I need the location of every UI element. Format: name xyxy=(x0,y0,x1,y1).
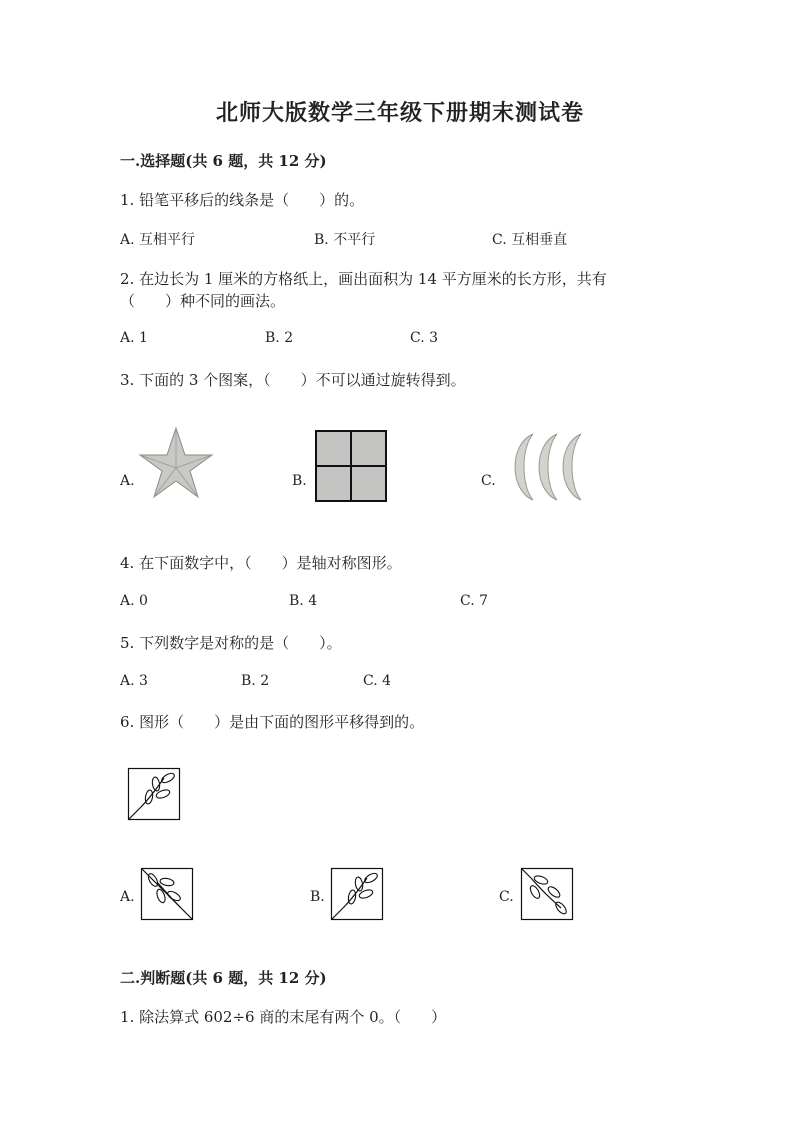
q6-option-a-figure xyxy=(141,868,193,920)
q2-option-a: A. 1 xyxy=(120,330,148,346)
q6-option-a: A. xyxy=(120,889,135,905)
question-3: 3. 下面的 3 个图案，（ ）不可以通过旋转得到。 xyxy=(120,371,466,389)
question-4: 4. 在下面数字中，（ ）是轴对称图形。 xyxy=(120,554,402,572)
crescent-moons-icon xyxy=(505,432,585,502)
q6-option-c: C. xyxy=(499,889,514,905)
q4-option-a: A. 0 xyxy=(120,593,148,609)
q2-option-b: B. 2 xyxy=(265,330,294,346)
question-5: 5. 下列数字是对称的是（ ）。 xyxy=(120,634,342,652)
question-2-line-1: 2. 在边长为 1 厘米的方格纸上，画出面积为 14 平方厘米的长方形，共有 xyxy=(120,270,607,288)
q1-option-c: C. 互相垂直 xyxy=(492,232,568,248)
q6-option-c-figure xyxy=(521,868,573,920)
q1-option-b: B. 不平行 xyxy=(314,232,376,248)
page-title: 北师大版数学三年级下册期末测试卷 xyxy=(215,100,584,126)
q4-option-c: C. 7 xyxy=(460,593,489,609)
q5-option-b: B. 2 xyxy=(241,673,270,689)
question-1: 1. 铅笔平移后的线条是（ ）的。 xyxy=(120,191,365,209)
q6-option-b: B. xyxy=(310,889,325,905)
q3-option-b: B. xyxy=(292,473,307,489)
question-2-line-2: （ ）种不同的画法。 xyxy=(120,292,286,310)
q3-option-c: C. xyxy=(481,473,496,489)
star-icon xyxy=(140,426,212,498)
four-squares-icon xyxy=(315,430,387,502)
q5-option-a: A. 3 xyxy=(120,673,148,689)
q5-option-c: C. 4 xyxy=(363,673,392,689)
section-2-heading: 二.判断题(共 6 题，共 12 分) xyxy=(120,969,327,987)
question-6: 6. 图形（ ）是由下面的图形平移得到的。 xyxy=(120,713,425,731)
q4-option-b: B. 4 xyxy=(289,593,318,609)
q1-option-a: A. 互相平行 xyxy=(120,232,196,248)
q3-option-a: A. xyxy=(120,473,135,489)
section-1-heading: 一.选择题(共 6 题，共 12 分) xyxy=(120,152,327,170)
judgement-question-1: 1. 除法算式 602÷6 商的末尾有两个 0。（ ） xyxy=(120,1008,447,1026)
q2-option-c: C. 3 xyxy=(410,330,439,346)
q6-option-b-figure xyxy=(331,868,383,920)
leaf-figure-icon xyxy=(128,768,180,820)
